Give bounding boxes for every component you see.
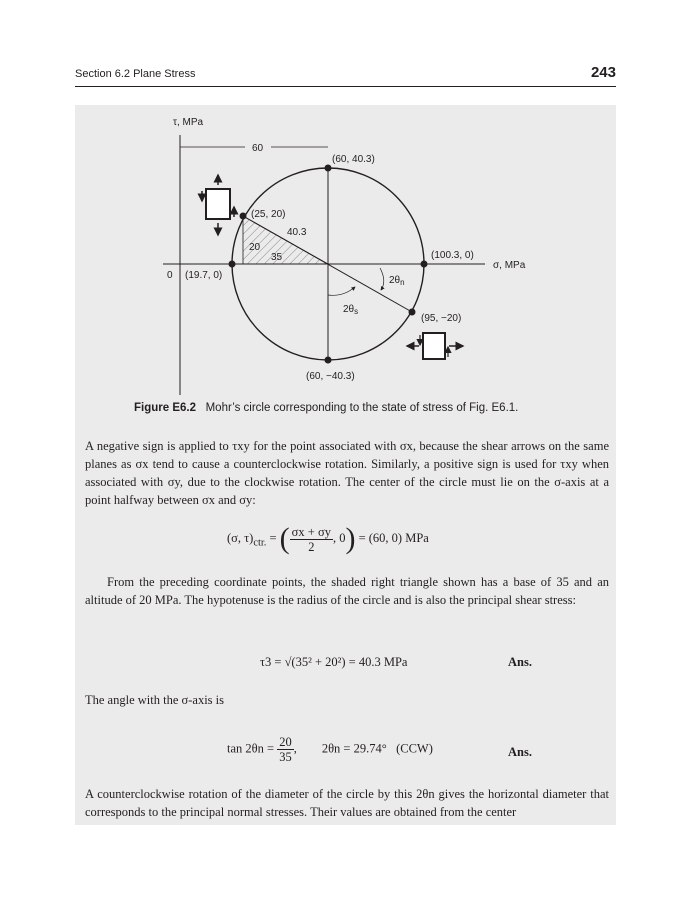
header-rule <box>75 86 616 87</box>
label-bottom: (60, −40.3) <box>306 371 355 382</box>
mohr-circle-figure <box>75 105 616 395</box>
section-title: Section 6.2 Plane Stress <box>75 68 196 80</box>
origin-label: 0 <box>167 270 173 281</box>
page-number: 243 <box>590 64 616 81</box>
label-right: (100.3, 0) <box>431 250 474 261</box>
answer-label-1: Ans. <box>508 655 532 669</box>
angle-n-label: $2\theta_n$ <box>389 275 405 287</box>
equation-angle: tan 2θn = $\frac{20}{35}$ , 2θn = 29.74° (CCW) <box>227 735 433 764</box>
caption-label: Figure E6.2 <box>134 402 196 414</box>
point-right <box>421 261 428 268</box>
angle-s-label: $2\theta_s$ <box>343 304 359 316</box>
label-upper-left: (25, 20) <box>251 209 286 220</box>
answer-label-2: Ans. <box>508 745 532 759</box>
point-left <box>229 261 236 268</box>
paragraph-4: A counterclockwise rotation of the diameter of the circle by this 2θn gives the horizontal diameter that corresponds to the principal normal stresses. Their values are obtained from the center <box>85 787 609 819</box>
angle-s-arc <box>328 287 355 295</box>
triangle-altitude-label: 20 <box>249 242 261 253</box>
equation-center: (σ, $\tau)_{ctr.}$ = ( $\frac{\sigma x + \sigma y}{2}$ , 0) = (60, 0) MPa <box>227 522 429 555</box>
paragraph-2: From the preceding coordinate points, the shaded right triangle shown has a base of 35 and an altitude of 20 MPa. The hypotenuse is the radius of the circle and is also the principal shear stress: <box>85 575 609 607</box>
label-lower-right: (95, −20) <box>421 313 462 324</box>
triangle-base-label: 35 <box>271 252 283 263</box>
point-bottom <box>325 357 332 364</box>
page-header <box>75 66 616 86</box>
radius-label: 40.3 <box>287 227 307 238</box>
caption-text: Mohr’s circle corresponding to the state of stress of Fig. E6.1. <box>205 402 519 414</box>
sigma-axis-label: σ, MPa <box>493 260 526 271</box>
point-upper-left <box>240 213 247 220</box>
equation-tau3: τ3 = √(35² + 20²) = 40.3 MPa <box>260 655 408 669</box>
paragraph-1: A negative sign is applied to τxy for the point associated with σx, because the shear arrows on the same planes as σx tend to cause a counterclockwise rotation. Similarly, a positive sign is used for τxy when associated with σy, due to the clockwise rotation. The center of the circle must lie on the σ-axis at a point halfway between σx and σy: <box>85 439 609 507</box>
dim-60-label: 60 <box>252 143 264 154</box>
label-top: (60, 40.3) <box>332 154 375 165</box>
paragraph-3: The angle with the σ-axis is <box>85 693 224 707</box>
tau-axis-label: τ, MPa <box>173 117 204 128</box>
stress-element-right-icon <box>407 333 463 359</box>
figure-caption <box>134 402 518 414</box>
stress-element-left-icon <box>202 175 234 235</box>
angle-n-arc <box>380 268 384 290</box>
point-lower-right <box>409 309 416 316</box>
point-top <box>325 165 332 172</box>
label-left: (19.7, 0) <box>185 270 223 281</box>
content-panel <box>75 105 616 825</box>
